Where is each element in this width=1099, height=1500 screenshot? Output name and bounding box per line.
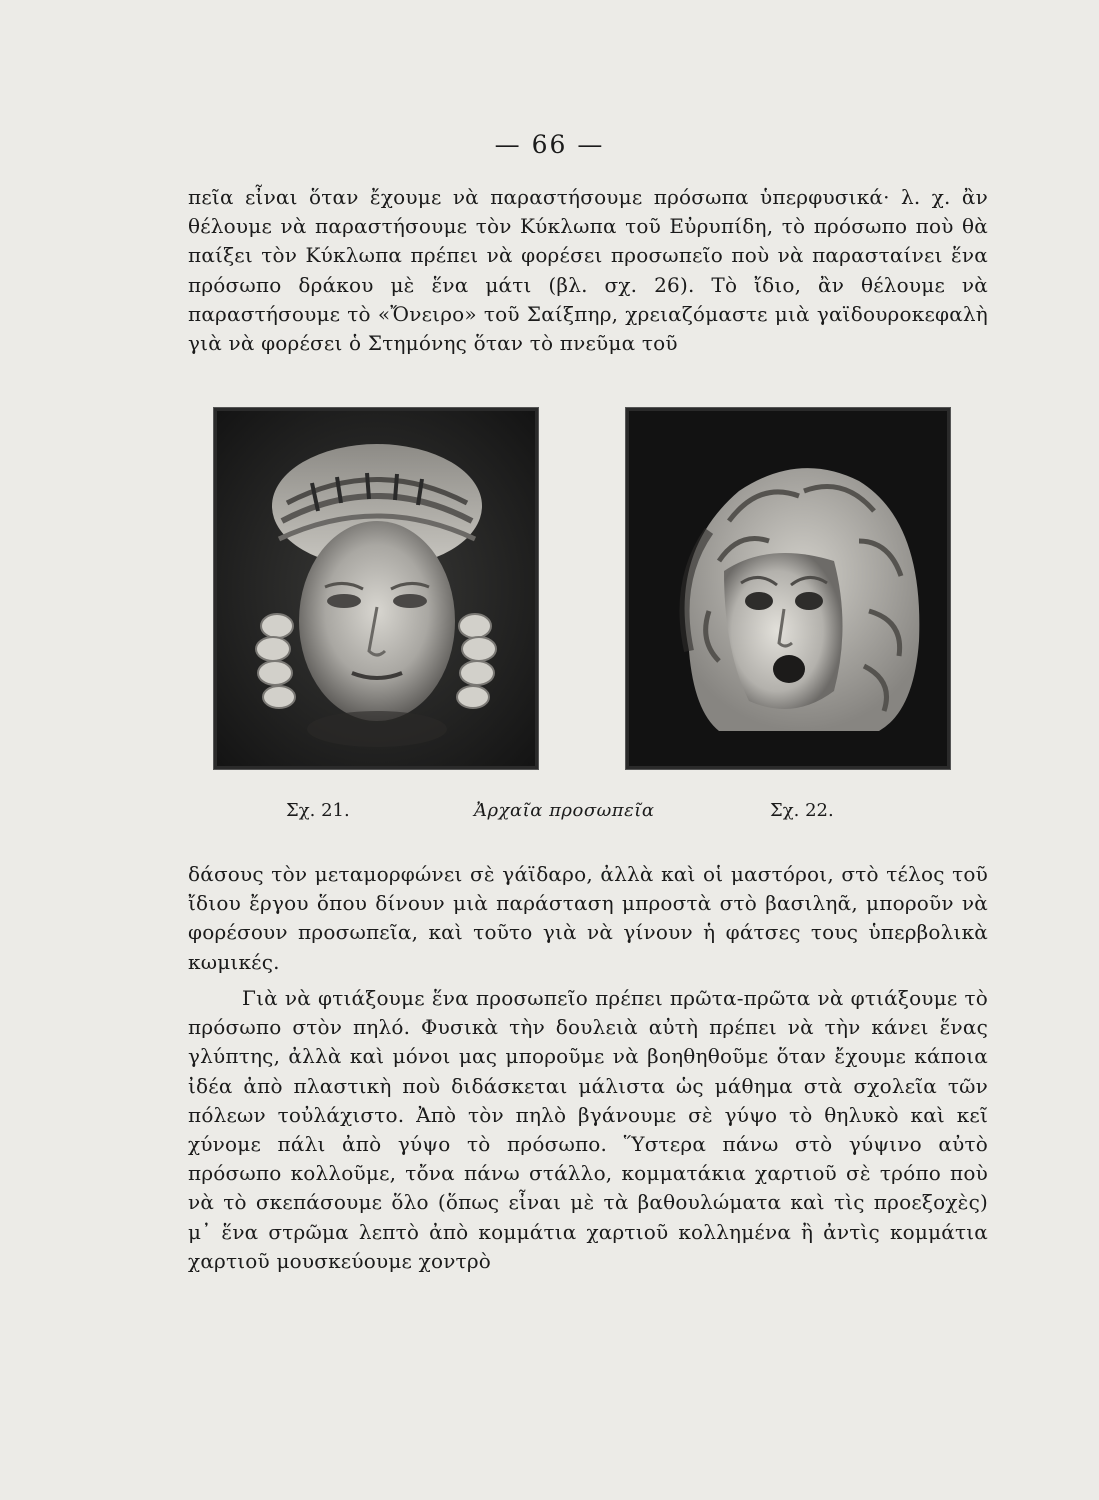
caption-ancient-masks: Ἀρχαῖα προσωπεῖα xyxy=(474,800,655,821)
female-mask-image xyxy=(217,411,535,766)
bottom-paragraph-2: Γιὰ νὰ φτιάξουμε ἕνα προσωπεῖο πρέπει πρῶτα-πρῶτα νὰ φτιάξουμε τὸ πρόσωπο στὸν πηλό. Φυσικὰ τὴν δουλειὰ αὐτὴ πρέπει νὰ τὴν κάνει ἕνας γλύπτης, ἀλλὰ καὶ μόνοι μας μποροῦμε νὰ βοηθηθοῦμε ὅταν ἔχουμε κάποια ἰδέα ἀπὸ πλαστικὴ ποὺ διδάσκεται μάλιστα ὡς μάθημα στὰ σχολεῖα τῶν πόλεων τοὐλάχιστο. Ἀπὸ τὸν πηλὸ βγάνουμε σὲ γύψο τὸ θηλυκὸ καὶ κεῖ χύνομε πάλι ἀπὸ γύψο τὸ πρόσωπο. Ὕστερα πάνω στὸ γύψινο αὐτὸ πρόσωπο κολλοῦμε, τὄνα πάνω στάλλο, κομματάκια χαρτιοῦ σὲ τρόπο ποὺ νὰ τὸ σκεπάσουμε ὅλο (ὅπως εἶναι μὲ τὰ βαθουλώματα καὶ τὶς προεξοχὲς) μ᾽ ἕνα στρῶμα λεπτὸ ἀπὸ κομμάτια χαρτιοῦ κολλημένα ἢ ἀντὶς κομμάτια χαρτιοῦ μουσκεύουμε χοντρὸ xyxy=(188,986,988,1273)
bottom-paragraph-block-1 xyxy=(188,860,988,977)
top-paragraph: πεῖα εἶναι ὅταν ἔχουμε νὰ παραστήσουμε πρόσωπα ὑπερφυσικά· λ. χ. ἂν θέλουμε νὰ παραστήσουμε τὸν Κύκλωπα τοῦ Εὐρυπίδη, τὸ πρόσωπο ποὺ θὰ παίξει τὸν Κύκλωπα πρέπει νὰ φορέσει προσωπεῖο ποὺ νὰ παρασταίνει ἕνα πρόσωπο δράκου μὲ ἕνα μάτι (βλ. σχ. 26). Τὸ ἴδιο, ἂν θέλουμε νὰ παραστήσουμε τὸ «Ὄνειρο» τοῦ Σαίξπηρ, χρειαζόμαστε μιὰ γαϊδουροκεφαλὴ γιὰ νὰ φορέσει ὁ Στημόνης ὅταν τὸ πνεῦμα τοῦ xyxy=(188,185,988,356)
figure-21-photo xyxy=(214,408,538,769)
figure-22-photo xyxy=(626,408,950,769)
bottom-paragraph-1: δάσους τὸν μεταμορφώνει σὲ γάϊδαρο, ἀλλὰ καὶ οἱ μαστόροι, στὸ τέλος τοῦ ἴδιου ἔργου ὅπου δίνουν μιὰ παράσταση μπροστὰ στὸ βασιληᾶ, μποροῦν νὰ φορέσουν προσωπεῖα, καὶ τοῦτο γιὰ νὰ γίνουν ἡ φάτσες τους ὑπερβολικὰ κωμικές. xyxy=(188,862,988,974)
figure-captions xyxy=(188,800,988,830)
bottom-paragraph-block-2 xyxy=(188,984,988,1276)
tragic-mask-image xyxy=(629,411,947,766)
top-paragraph-block xyxy=(188,183,988,358)
caption-figure-21: Σχ. 21. xyxy=(286,800,350,821)
page-number: — 66 — xyxy=(494,130,605,159)
caption-figure-22: Σχ. 22. xyxy=(770,800,834,821)
